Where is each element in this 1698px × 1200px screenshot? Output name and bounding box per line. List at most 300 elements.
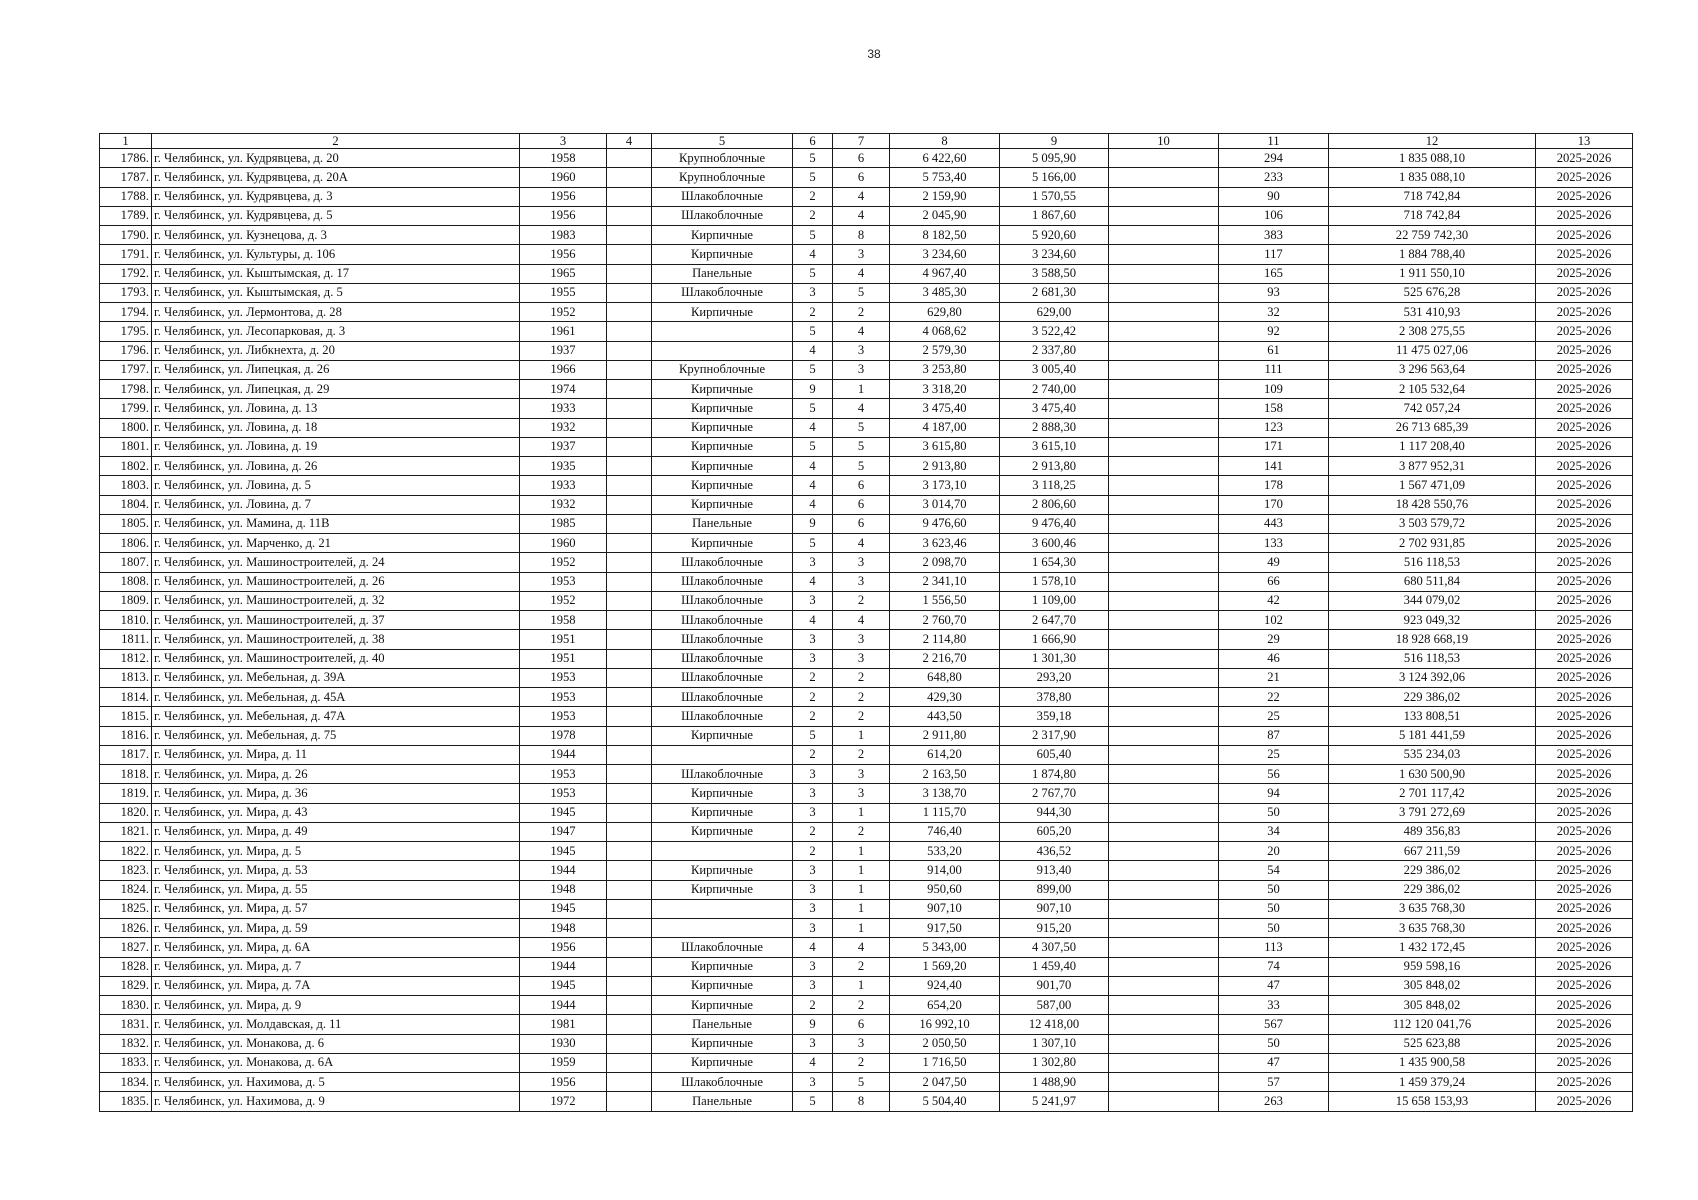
col-4-cell [607,688,652,707]
col-10-cell [1109,1053,1219,1072]
table-row [100,534,1633,553]
address-cell: г. Челябинск, ул. Липецкая, д. 29 [152,380,520,399]
address-cell: г. Челябинск, ул. Мира, д. 36 [152,784,520,803]
row-number-cell: 1789. [100,206,152,225]
floors-cell: 9 [793,380,833,399]
wall-material-cell: Шлакоблочные [652,591,793,610]
address-cell: г. Челябинск, ул. Машиностроителей, д. 32 [152,591,520,610]
year-built-cell: 1932 [520,495,607,514]
wall-material-cell: Кирпичные [652,457,793,476]
year-built-cell: 1937 [520,341,607,360]
entrances-cell: 1 [833,861,890,880]
entrances-cell: 5 [833,437,890,456]
living-area-cell: 436,52 [1000,842,1109,861]
col-4-cell [607,1073,652,1092]
cost-cell: 3 635 768,30 [1329,899,1536,918]
address-cell: г. Челябинск, ул. Лермонтова, д. 28 [152,303,520,322]
residents-cell: 443 [1219,514,1329,533]
year-built-cell: 1972 [520,1092,607,1111]
total-area-cell: 2 216,70 [890,649,1000,668]
wall-material-cell: Шлакоблочные [652,938,793,957]
cost-cell: 26 713 685,39 [1329,418,1536,437]
living-area-cell: 2 337,80 [1000,341,1109,360]
year-built-cell: 1965 [520,264,607,283]
cost-cell: 1 117 208,40 [1329,437,1536,456]
living-area-cell: 2 647,70 [1000,611,1109,630]
column-header: 2 [152,134,520,149]
period-cell: 2025-2026 [1536,745,1633,764]
floors-cell: 3 [793,919,833,938]
entrances-cell: 8 [833,226,890,245]
period-cell: 2025-2026 [1536,283,1633,302]
col-10-cell [1109,784,1219,803]
period-cell: 2025-2026 [1536,938,1633,957]
row-number-cell: 1818. [100,765,152,784]
wall-material-cell [652,919,793,938]
column-number-row [100,134,1633,149]
total-area-cell: 1 716,50 [890,1053,1000,1072]
cost-cell: 923 049,32 [1329,611,1536,630]
floors-cell: 2 [793,303,833,322]
residents-cell: 25 [1219,707,1329,726]
period-cell: 2025-2026 [1536,726,1633,745]
living-area-cell: 1 459,40 [1000,957,1109,976]
row-number-cell: 1786. [100,149,152,168]
col-4-cell [607,996,652,1015]
col-10-cell [1109,360,1219,379]
col-4-cell [607,765,652,784]
col-10-cell [1109,1073,1219,1092]
year-built-cell: 1981 [520,1015,607,1034]
wall-material-cell: Кирпичные [652,861,793,880]
address-cell: г. Челябинск, ул. Мира, д. 55 [152,880,520,899]
table-row [100,283,1633,302]
cost-cell: 5 181 441,59 [1329,726,1536,745]
col-4-cell [607,1053,652,1072]
col-4-cell [607,822,652,841]
table-row [100,226,1633,245]
address-cell: г. Челябинск, ул. Мира, д. 11 [152,745,520,764]
year-built-cell: 1935 [520,457,607,476]
total-area-cell: 3 475,40 [890,399,1000,418]
col-10-cell [1109,745,1219,764]
residents-cell: 123 [1219,418,1329,437]
address-cell: г. Челябинск, ул. Кыштымская, д. 17 [152,264,520,283]
year-built-cell: 1956 [520,206,607,225]
floors-cell: 4 [793,572,833,591]
row-number-cell: 1815. [100,707,152,726]
period-cell: 2025-2026 [1536,611,1633,630]
col-10-cell [1109,842,1219,861]
entrances-cell: 1 [833,842,890,861]
living-area-cell: 1 301,30 [1000,649,1109,668]
living-area-cell: 907,10 [1000,899,1109,918]
cost-cell: 3 503 579,72 [1329,514,1536,533]
col-4-cell [607,341,652,360]
year-built-cell: 1952 [520,591,607,610]
year-built-cell: 1948 [520,880,607,899]
column-header: 9 [1000,134,1109,149]
table-row [100,303,1633,322]
row-number-cell: 1794. [100,303,152,322]
row-number-cell: 1797. [100,360,152,379]
address-cell: г. Челябинск, ул. Мира, д. 43 [152,803,520,822]
period-cell: 2025-2026 [1536,476,1633,495]
wall-material-cell [652,745,793,764]
row-number-cell: 1805. [100,514,152,533]
floors-cell: 5 [793,226,833,245]
row-number-cell: 1791. [100,245,152,264]
col-10-cell [1109,861,1219,880]
period-cell: 2025-2026 [1536,457,1633,476]
row-number-cell: 1809. [100,591,152,610]
table-row [100,1073,1633,1092]
period-cell: 2025-2026 [1536,649,1633,668]
period-cell: 2025-2026 [1536,399,1633,418]
period-cell: 2025-2026 [1536,1053,1633,1072]
year-built-cell: 1956 [520,938,607,957]
table-row [100,1053,1633,1072]
entrances-cell: 4 [833,938,890,957]
address-cell: г. Челябинск, ул. Мира, д. 7А [152,976,520,995]
cost-cell: 3 635 768,30 [1329,919,1536,938]
living-area-cell: 1 654,30 [1000,553,1109,572]
residents-cell: 42 [1219,591,1329,610]
floors-cell: 5 [793,399,833,418]
row-number-cell: 1807. [100,553,152,572]
floors-cell: 4 [793,476,833,495]
cost-cell: 3 296 563,64 [1329,360,1536,379]
period-cell: 2025-2026 [1536,553,1633,572]
entrances-cell: 3 [833,630,890,649]
total-area-cell: 746,40 [890,822,1000,841]
period-cell: 2025-2026 [1536,360,1633,379]
year-built-cell: 1983 [520,226,607,245]
entrances-cell: 6 [833,495,890,514]
year-built-cell: 1953 [520,668,607,687]
floors-cell: 3 [793,784,833,803]
floors-cell: 3 [793,880,833,899]
entrances-cell: 2 [833,996,890,1015]
floors-cell: 3 [793,899,833,918]
cost-cell: 525 676,28 [1329,283,1536,302]
total-area-cell: 1 556,50 [890,591,1000,610]
col-10-cell [1109,399,1219,418]
cost-cell: 229 386,02 [1329,861,1536,880]
address-cell: г. Челябинск, ул. Ловина, д. 13 [152,399,520,418]
total-area-cell: 2 047,50 [890,1073,1000,1092]
wall-material-cell: Кирпичные [652,418,793,437]
col-10-cell [1109,149,1219,168]
col-4-cell [607,976,652,995]
address-cell: г. Челябинск, ул. Мебельная, д. 47А [152,707,520,726]
address-cell: г. Челябинск, ул. Машиностроителей, д. 38 [152,630,520,649]
row-number-cell: 1816. [100,726,152,745]
address-cell: г. Челябинск, ул. Мира, д. 49 [152,822,520,841]
table-row [100,899,1633,918]
total-area-cell: 914,00 [890,861,1000,880]
floors-cell: 3 [793,1034,833,1053]
living-area-cell: 2 767,70 [1000,784,1109,803]
col-10-cell [1109,226,1219,245]
cost-cell: 229 386,02 [1329,880,1536,899]
period-cell: 2025-2026 [1536,534,1633,553]
col-4-cell [607,399,652,418]
cost-cell: 959 598,16 [1329,957,1536,976]
entrances-cell: 5 [833,283,890,302]
col-4-cell [607,187,652,206]
floors-cell: 2 [793,842,833,861]
table-row [100,803,1633,822]
year-built-cell: 1952 [520,553,607,572]
wall-material-cell: Кирпичные [652,495,793,514]
col-4-cell [607,457,652,476]
table-body [100,149,1633,1112]
wall-material-cell: Шлакоблочные [652,668,793,687]
residents-cell: 50 [1219,880,1329,899]
total-area-cell: 4 187,00 [890,418,1000,437]
total-area-cell: 907,10 [890,899,1000,918]
col-10-cell [1109,919,1219,938]
wall-material-cell: Кирпичные [652,957,793,976]
living-area-cell: 2 740,00 [1000,380,1109,399]
floors-cell: 2 [793,707,833,726]
entrances-cell: 5 [833,1073,890,1092]
col-4-cell [607,784,652,803]
table-row [100,380,1633,399]
entrances-cell: 2 [833,957,890,976]
col-4-cell [607,303,652,322]
living-area-cell: 1 874,80 [1000,765,1109,784]
table-row [100,514,1633,533]
table-row [100,784,1633,803]
living-area-cell: 899,00 [1000,880,1109,899]
cost-cell: 3 877 952,31 [1329,457,1536,476]
wall-material-cell [652,899,793,918]
floors-cell: 4 [793,341,833,360]
living-area-cell: 605,40 [1000,745,1109,764]
column-header: 3 [520,134,607,149]
cost-cell: 18 428 550,76 [1329,495,1536,514]
total-area-cell: 654,20 [890,996,1000,1015]
address-cell: г. Челябинск, ул. Мира, д. 9 [152,996,520,1015]
row-number-cell: 1833. [100,1053,152,1072]
wall-material-cell [652,341,793,360]
table-row [100,149,1633,168]
residents-cell: 25 [1219,745,1329,764]
col-10-cell [1109,572,1219,591]
table-row [100,707,1633,726]
living-area-cell: 4 307,50 [1000,938,1109,957]
address-cell: г. Челябинск, ул. Кудрявцева, д. 20 [152,149,520,168]
row-number-cell: 1831. [100,1015,152,1034]
entrances-cell: 3 [833,765,890,784]
entrances-cell: 1 [833,380,890,399]
address-cell: г. Челябинск, ул. Мебельная, д. 39А [152,668,520,687]
cost-cell: 18 928 668,19 [1329,630,1536,649]
entrances-cell: 6 [833,476,890,495]
living-area-cell: 5 241,97 [1000,1092,1109,1111]
wall-material-cell: Шлакоблочные [652,283,793,302]
col-10-cell [1109,245,1219,264]
year-built-cell: 1932 [520,418,607,437]
entrances-cell: 2 [833,688,890,707]
col-10-cell [1109,418,1219,437]
column-header: 1 [100,134,152,149]
col-4-cell [607,1015,652,1034]
table-row [100,919,1633,938]
year-built-cell: 1960 [520,168,607,187]
year-built-cell: 1952 [520,303,607,322]
row-number-cell: 1802. [100,457,152,476]
period-cell: 2025-2026 [1536,861,1633,880]
col-10-cell [1109,822,1219,841]
residents-cell: 109 [1219,380,1329,399]
floors-cell: 2 [793,745,833,764]
address-cell: г. Челябинск, ул. Нахимова, д. 9 [152,1092,520,1111]
period-cell: 2025-2026 [1536,996,1633,1015]
cost-cell: 11 475 027,06 [1329,341,1536,360]
cost-cell: 718 742,84 [1329,187,1536,206]
cost-cell: 1 435 900,58 [1329,1053,1536,1072]
col-10-cell [1109,1034,1219,1053]
residents-cell: 158 [1219,399,1329,418]
cost-cell: 133 808,51 [1329,707,1536,726]
col-10-cell [1109,303,1219,322]
wall-material-cell: Кирпичные [652,476,793,495]
col-10-cell [1109,1092,1219,1111]
entrances-cell: 1 [833,880,890,899]
cost-cell: 2 105 532,64 [1329,380,1536,399]
period-cell: 2025-2026 [1536,187,1633,206]
period-cell: 2025-2026 [1536,380,1633,399]
total-area-cell: 2 341,10 [890,572,1000,591]
period-cell: 2025-2026 [1536,784,1633,803]
cost-cell: 718 742,84 [1329,206,1536,225]
floors-cell: 5 [793,322,833,341]
year-built-cell: 1945 [520,976,607,995]
residents-cell: 141 [1219,457,1329,476]
table-row [100,668,1633,687]
living-area-cell: 9 476,40 [1000,514,1109,533]
cost-cell: 229 386,02 [1329,688,1536,707]
total-area-cell: 917,50 [890,919,1000,938]
col-10-cell [1109,765,1219,784]
year-built-cell: 1953 [520,707,607,726]
floors-cell: 9 [793,1015,833,1034]
col-4-cell [607,322,652,341]
address-cell: г. Челябинск, ул. Машиностроителей, д. 40 [152,649,520,668]
wall-material-cell: Панельные [652,1015,793,1034]
residents-cell: 171 [1219,437,1329,456]
table-row [100,1092,1633,1111]
address-cell: г. Челябинск, ул. Кудрявцева, д. 5 [152,206,520,225]
floors-cell: 3 [793,283,833,302]
address-cell: г. Челябинск, ул. Мира, д. 5 [152,842,520,861]
col-4-cell [607,283,652,302]
wall-material-cell: Шлакоблочные [652,187,793,206]
living-area-cell: 629,00 [1000,303,1109,322]
year-built-cell: 1956 [520,245,607,264]
cost-cell: 680 511,84 [1329,572,1536,591]
residents-cell: 263 [1219,1092,1329,1111]
cost-cell: 22 759 742,30 [1329,226,1536,245]
period-cell: 2025-2026 [1536,822,1633,841]
total-area-cell: 1 569,20 [890,957,1000,976]
total-area-cell: 629,80 [890,303,1000,322]
column-header: 10 [1109,134,1219,149]
floors-cell: 5 [793,149,833,168]
address-cell: г. Челябинск, ул. Мира, д. 53 [152,861,520,880]
table-row [100,938,1633,957]
year-built-cell: 1945 [520,899,607,918]
row-number-cell: 1821. [100,822,152,841]
row-number-cell: 1820. [100,803,152,822]
col-4-cell [607,553,652,572]
floors-cell: 4 [793,611,833,630]
col-4-cell [607,919,652,938]
table-row [100,360,1633,379]
residents-cell: 47 [1219,1053,1329,1072]
living-area-cell: 3 522,42 [1000,322,1109,341]
address-cell: г. Челябинск, ул. Марченко, д. 21 [152,534,520,553]
wall-material-cell: Шлакоблочные [652,649,793,668]
period-cell: 2025-2026 [1536,495,1633,514]
living-area-cell: 944,30 [1000,803,1109,822]
residents-cell: 47 [1219,976,1329,995]
row-number-cell: 1803. [100,476,152,495]
floors-cell: 3 [793,553,833,572]
row-number-cell: 1834. [100,1073,152,1092]
col-10-cell [1109,688,1219,707]
wall-material-cell: Крупноблочные [652,149,793,168]
table-row [100,168,1633,187]
living-area-cell: 2 888,30 [1000,418,1109,437]
wall-material-cell: Крупноблочные [652,360,793,379]
total-area-cell: 4 967,40 [890,264,1000,283]
cost-cell: 344 079,02 [1329,591,1536,610]
year-built-cell: 1985 [520,514,607,533]
wall-material-cell: Крупноблочные [652,168,793,187]
total-area-cell: 1 115,70 [890,803,1000,822]
floors-cell: 2 [793,206,833,225]
cost-cell: 1 911 550,10 [1329,264,1536,283]
address-cell: г. Челябинск, ул. Ловина, д. 7 [152,495,520,514]
col-4-cell [607,437,652,456]
total-area-cell: 5 753,40 [890,168,1000,187]
period-cell: 2025-2026 [1536,707,1633,726]
residents-cell: 20 [1219,842,1329,861]
living-area-cell: 1 666,90 [1000,630,1109,649]
address-cell: г. Челябинск, ул. Молдавская, д. 11 [152,1015,520,1034]
address-cell: г. Челябинск, ул. Нахимова, д. 5 [152,1073,520,1092]
column-header: 12 [1329,134,1536,149]
floors-cell: 2 [793,688,833,707]
address-cell: г. Челябинск, ул. Липецкая, д. 26 [152,360,520,379]
year-built-cell: 1947 [520,822,607,841]
address-cell: г. Челябинск, ул. Кыштымская, д. 5 [152,283,520,302]
table-row [100,726,1633,745]
total-area-cell: 3 615,80 [890,437,1000,456]
residents-cell: 94 [1219,784,1329,803]
table-row [100,996,1633,1015]
living-area-cell: 3 588,50 [1000,264,1109,283]
total-area-cell: 3 173,10 [890,476,1000,495]
floors-cell: 3 [793,591,833,610]
row-number-cell: 1804. [100,495,152,514]
row-number-cell: 1790. [100,226,152,245]
table-row [100,591,1633,610]
